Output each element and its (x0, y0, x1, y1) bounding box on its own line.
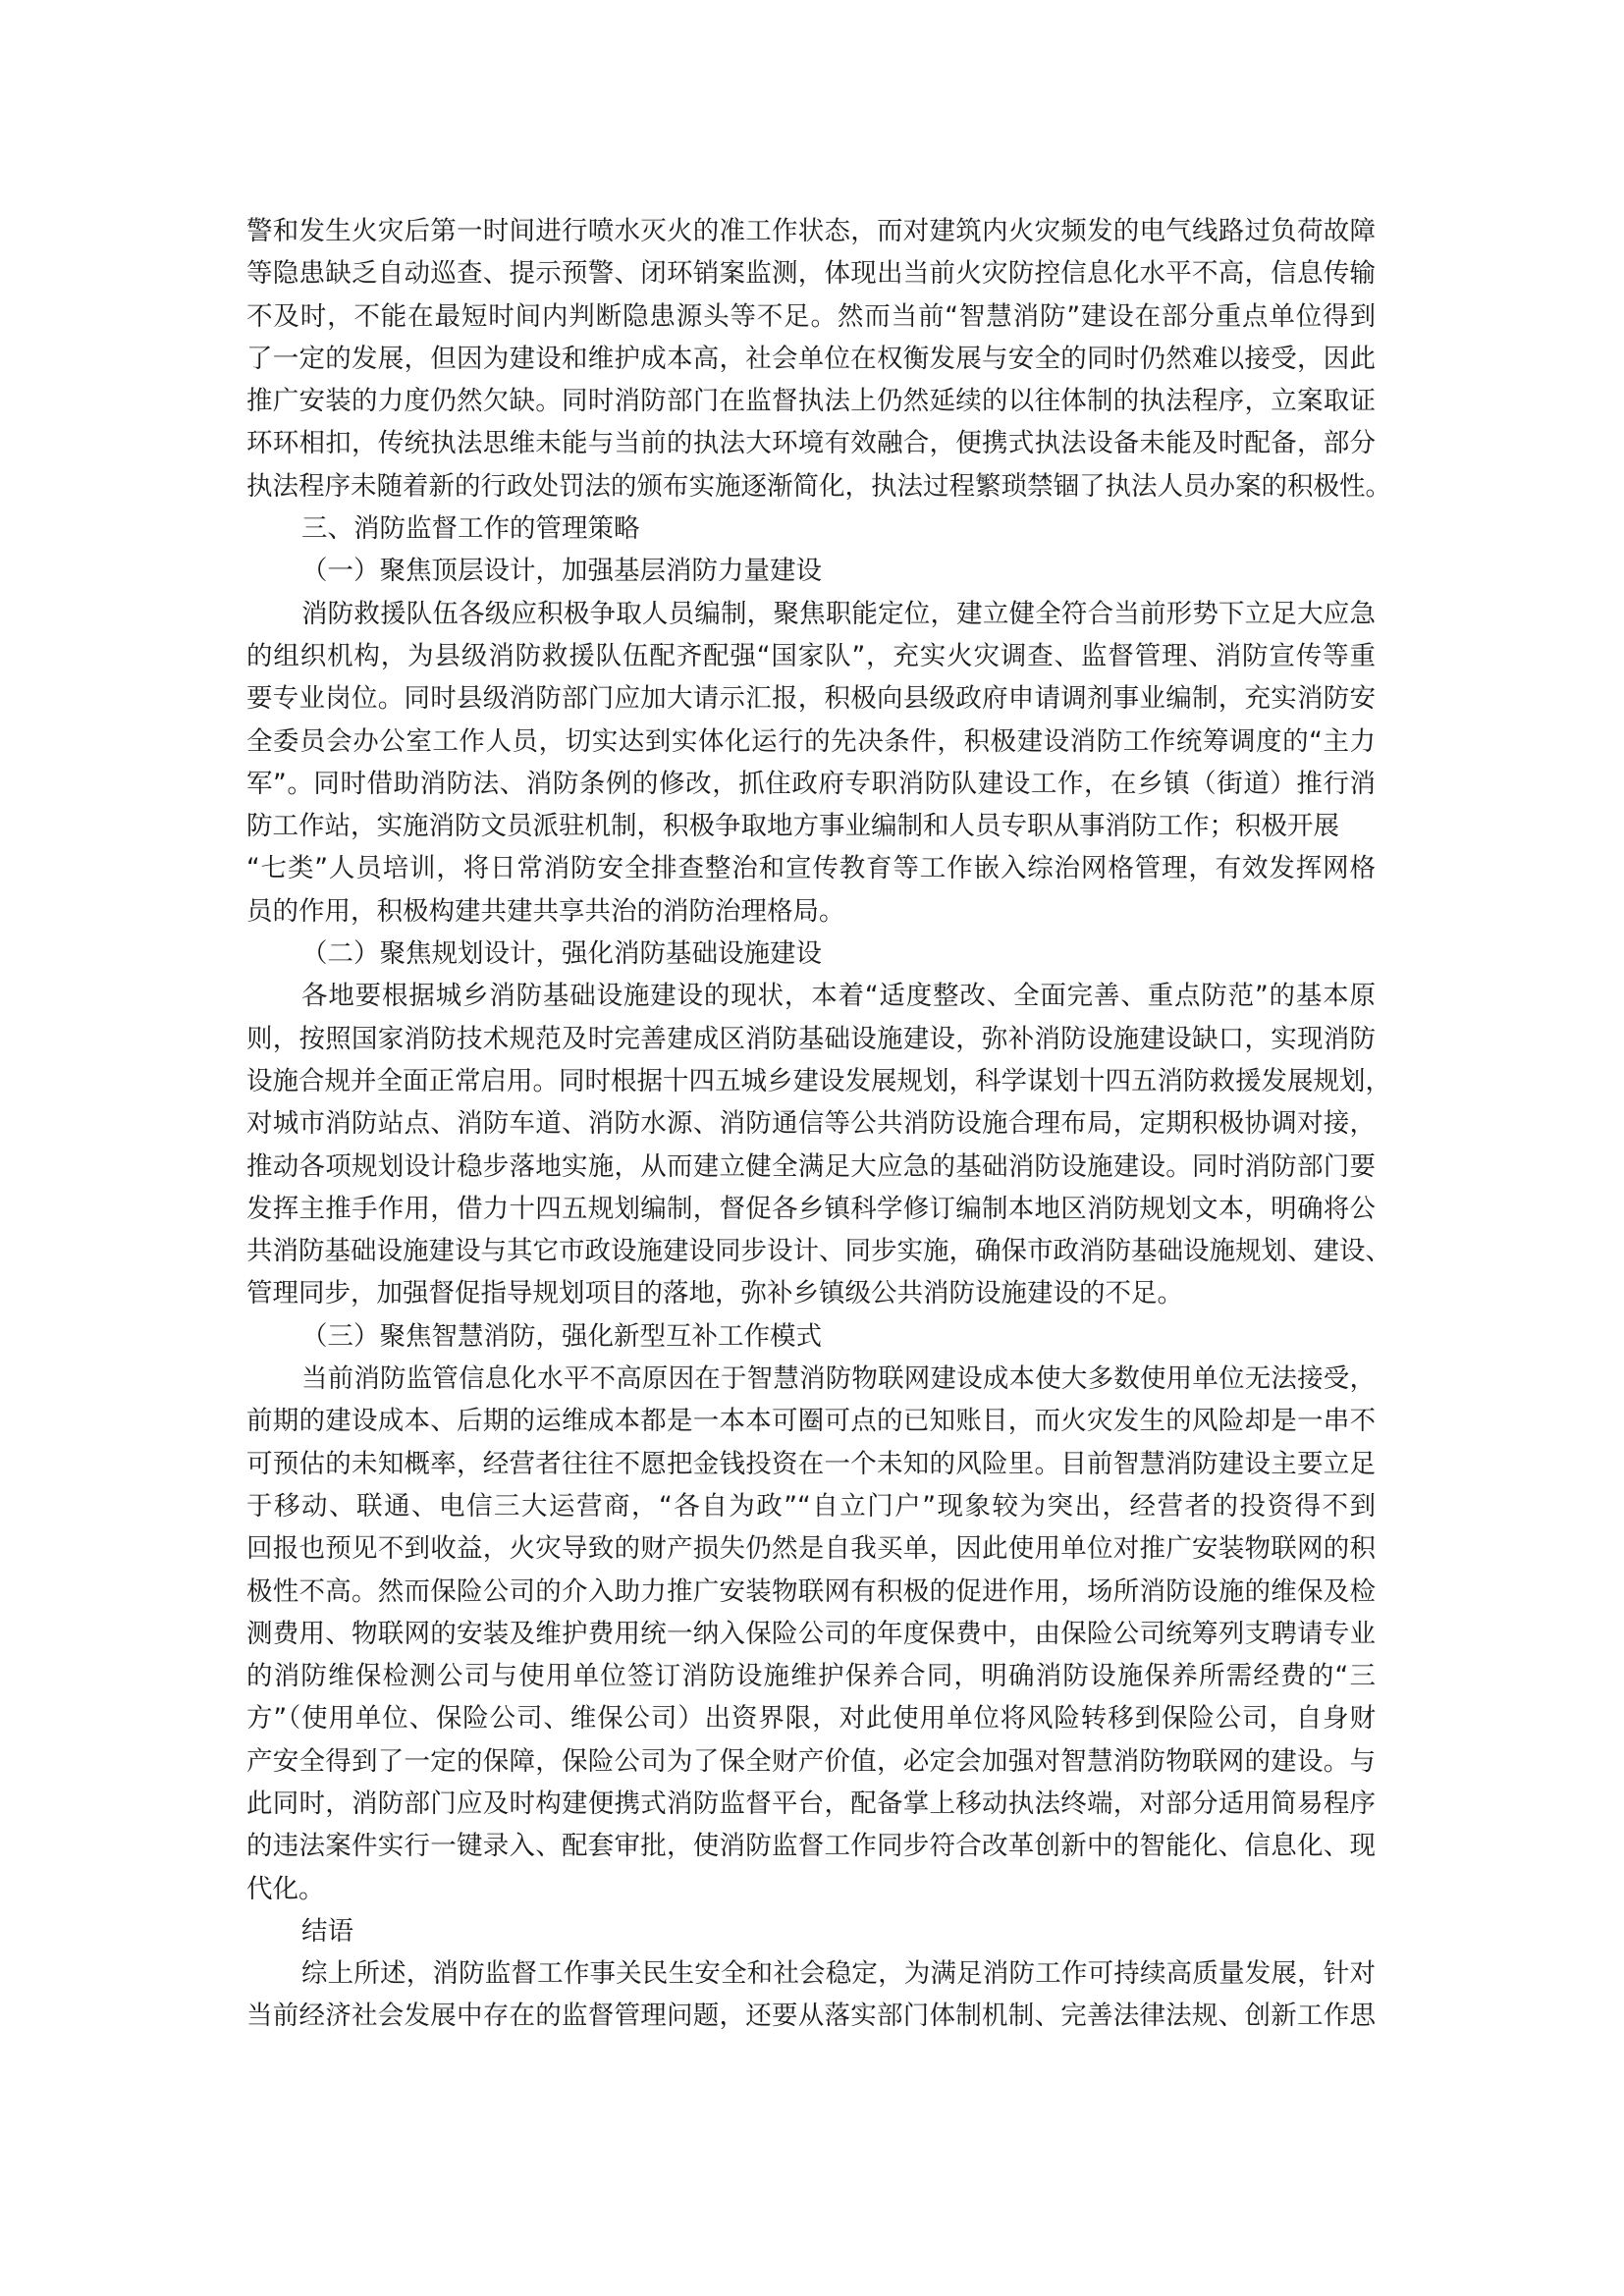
paragraph-line: 的组织机构，为县级消防救援队伍配齐配强“国家队”，充实火灾调查、监督管理、消防宣传等重 (246, 640, 1376, 671)
paragraph-line: 当前经济社会发展中存在的监督管理问题，还要从落实部门体制机制、完善法律法规、创新工作思 (246, 2001, 1376, 2032)
paragraph-line: 管理同步，加强督促指导规划项目的落地，弥补乡镇级公共消防设施建设的不足。 (246, 1278, 1183, 1309)
paragraph-line: 等隐患缺乏自动巡查、提示预警、闭环销案监测，体现出当前火灾防控信息化水平不高，信息传输 (246, 258, 1376, 290)
paragraph-line: 产安全得到了一定的保障，保险公司为了保全财产价值，必定会加强对智慧消防物联网的建设。与 (246, 1745, 1376, 1777)
paragraph-line: 要专业岗位。同时县级消防部门应加大请示汇报，积极向县级政府申请调剂事业编制，充实消防安 (246, 683, 1376, 715)
paragraph-line: 可预估的未知概率，经营者往往不愿把金钱投资在一个未知的风险里。目前智慧消防建设主要立足 (246, 1448, 1376, 1479)
paragraph-line: 了一定的发展，但因为建设和维护成本高，社会单位在权衡发展与安全的同时仍然难以接受，因此 (246, 343, 1376, 374)
paragraph-line: 代化。 (246, 1873, 325, 1904)
paragraph-line: 各地要根据城乡消防基础设施建设的现状，本着“适度整改、全面完善、重点防范”的基本原 (301, 981, 1376, 1012)
paragraph-line: 极性不高。然而保险公司的介入助力推广安装物联网有积极的促进作用，场所消防设施的维保及检 (246, 1575, 1376, 1607)
paragraph-line: 环环相扣，传统执法思维未能与当前的执法大环境有效融合，便携式执法设备未能及时配备，部分 (246, 428, 1376, 459)
paragraph-line: 此同时，消防部门应及时构建便携式消防监督平台，配备掌上移动执法终端，对部分适用简易程序 (246, 1788, 1376, 1819)
section-heading: （二）聚焦规划设计，强化消防基础设施建设 (301, 938, 822, 970)
paragraph-line: 前期的建设成本、后期的运维成本都是一本本可圈可点的已知账目，而火灾发生的风险却是一串不 (246, 1406, 1376, 1437)
paragraph-line: 不及时，不能在最短时间内判断隐患源头等不足。然而当前“智慧消防”建设在部分重点单位得到 (246, 300, 1376, 332)
section-heading: （一）聚焦顶层设计，加强基层消防力量建设 (301, 556, 822, 587)
paragraph-line: 军”。同时借助消防法、消防条例的修改，抓住政府专职消防队建设工作，在乡镇（街道）推行消 (246, 768, 1376, 799)
paragraph-line: 防工作站，实施消防文员派驻机制，积极争取地方事业编制和人员专职从事消防工作；积极开展 (246, 811, 1339, 842)
paragraph-line: 于移动、联通、电信三大运营商，“各自为政”“自立门户”现象较为突出，经营者的投资得不到 (246, 1490, 1376, 1522)
paragraph-line: 员的作用，积极构建共建共享共治的消防治理格局。 (246, 895, 845, 927)
paragraph-line: “七类”人员培训，将日常消防安全排查整治和宣传教育等工作嵌入综治网格管理，有效发挥网格 (246, 853, 1376, 884)
paragraph-line: 共消防基础设施建设与其它市政设施建设同步设计、同步实施，确保市政消防基础设施规划、建设、 (246, 1236, 1391, 1267)
paragraph-line: 则，按照国家消防技术规范及时完善建成区消防基础设施建设，弥补消防设施建设缺口，实现消防 (246, 1023, 1376, 1054)
paragraph-line: 推广安装的力度仍然欠缺。同时消防部门在监督执法上仍然延续的以往体制的执法程序，立案取证 (246, 386, 1376, 417)
section-heading: （三）聚焦智慧消防，强化新型互补工作模式 (301, 1320, 822, 1352)
paragraph-line: 测费用、物联网的安装及维护费用统一纳入保险公司的年度保费中，由保险公司统筹列支聘请专业 (246, 1618, 1376, 1649)
paragraph-line: 回报也预见不到收益，火灾导致的财产损失仍然是自我买单，因此使用单位对推广安装物联网的积 (246, 1533, 1376, 1565)
paragraph-line: 警和发生火灾后第一时间进行喷水灭火的准工作状态，而对建筑内火灾频发的电气线路过负荷故障 (246, 216, 1376, 246)
paragraph-line: 执法程序未随着新的行政处罚法的颁布实施逐渐简化，执法过程繁琐禁锢了执法人员办案的积极性。 (246, 470, 1391, 502)
section-heading: 三、消防监督工作的管理策略 (301, 513, 640, 545)
paragraph-line: 消防救援队伍各级应积极争取人员编制，聚焦职能定位，建立健全符合当前形势下立足大应急 (301, 598, 1376, 629)
paragraph-line: 对城市消防站点、消防车道、消防水源、消防通信等公共消防设施合理布局，定期积极协调对接， (246, 1108, 1376, 1140)
section-heading: 结语 (301, 1915, 353, 1947)
paragraph-line: 的违法案件实行一键录入、配套审批，使消防监督工作同步符合改革创新中的智能化、信息化、现 (246, 1831, 1376, 1862)
paragraph-line: 综上所述，消防监督工作事关民生安全和社会稳定，为满足消防工作可持续高质量发展，针对 (301, 1958, 1376, 1990)
paragraph-line: 方”（使用单位、保险公司、维保公司）出资界限，对此使用单位将风险转移到保险公司，自身财 (246, 1703, 1376, 1735)
paragraph-line: 设施合规并全面正常启用。同时根据十四五城乡建设发展规划，科学谋划十四五消防救援发展规划， (246, 1065, 1391, 1096)
paragraph-line: 当前消防监管信息化水平不高原因在于智慧消防物联网建设成本使大多数使用单位无法接受， (301, 1363, 1376, 1395)
paragraph-line: 全委员会办公室工作人员，切实达到实体化运行的先决条件，积极建设消防工作统筹调度的“主力 (246, 725, 1376, 757)
document-page (246, 210, 1391, 2038)
paragraph-line: 发挥主推手作用，借力十四五规划编制，督促各乡镇科学修订编制本地区消防规划文本，明确将公 (246, 1193, 1376, 1224)
paragraph-line: 的消防维保检测公司与使用单位签订消防设施维护保养合同，明确消防设施保养所需经费的“三 (246, 1661, 1376, 1692)
paragraph-line: 推动各项规划设计稳步落地实施，从而建立健全满足大应急的基础消防设施建设。同时消防部门要 (246, 1150, 1376, 1182)
